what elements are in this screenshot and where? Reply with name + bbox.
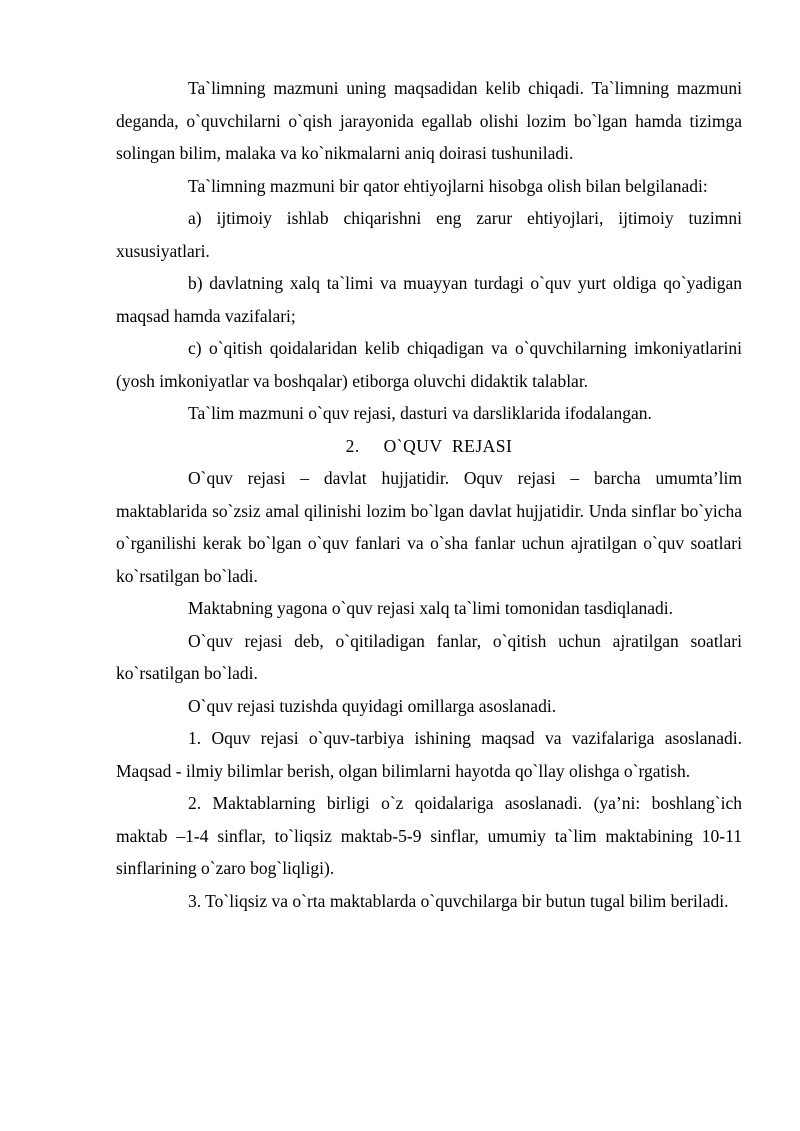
paragraph-curriculum-definition: O`quv rejasi – davlat hujjatidir. Oquv rejasi – barcha umumta’lim maktablarida so`zsiz amal qilinishi lozim bo`lgan davlat hujjatidir. Unda sinflar bo`yicha o`rganilishi kerak bo`lgan o`quv fanlari va o`sha fanlar uchun ajratilgan o`quv soatlari ko`rsatilgan bo`ladi. [116, 468, 742, 586]
paragraph-content-definition: Ta`limning mazmuni uning maqsadidan kelib chiqadi. Ta`limning mazmuni deganda, o`quvchilarni o`qish jarayonida egallab olishi lozim bo`lgan hamda tizimga solingan bilim, malaka va ko`nikmalarni aniq doirasi tushuniladi. [116, 78, 742, 163]
list-item-b: b) davlatning xalq ta`limi va muayyan turdagi o`quv yurt oldiga qo`yadigan maqsad hamda vazifalari; [116, 273, 742, 326]
document-page [116, 72, 742, 917]
numbered-item-2: 2. Maktablarning birligi o`z qoidalariga asoslanadi. (ya’ni: boshlang`ich maktab –1-4 sinflar, to`liqsiz maktab-5-9 sinflar, umumiy ta`lim maktabining 10-11 sinflarining o`zaro bog`liqligi). [116, 793, 742, 878]
list-item-a: a) ijtimoiy ishlab chiqarishni eng zarur ehtiyojlari, ijtimoiy tuzimni xususiyatlari. [116, 208, 742, 261]
paragraph-curriculum-subjects: O`quv rejasi deb, o`qitiladigan fanlar, o`qitish uchun ajratilgan soatlari ko`rsatilgan bo`ladi. [116, 630, 742, 683]
paragraph-content-expressed: Ta`lim mazmuni o`quv rejasi, dasturi va darsliklarida ifodalangan. [188, 403, 652, 423]
numbered-item-1: 1. Oquv rejasi o`quv-tarbiya ishining maqsad va vazifalariga asoslanadi. Maqsad - ilmiy bilimlar berish, olgan bilimlarni hayotda qo`llay olishga o`rgatish. [116, 728, 742, 781]
paragraph-curriculum-approval: Maktabning yagona o`quv rejasi xalq ta`limi tomonidan tasdiqlanadi. [188, 598, 674, 618]
section-number: 2. [345, 435, 360, 456]
section-heading [116, 430, 742, 463]
section-title: O`QUV REJASI [383, 435, 513, 456]
numbered-item-3: 3. To`liqsiz va o`rta maktablarda o`quvchilarga bir butun tugal bilim beriladi. [188, 890, 729, 911]
list-item-c: c) o`qitish qoidalaridan kelib chiqadigan va o`quvchilarning imkoniyatlarini (yosh imkoniyatlar va boshqalar) etiborga oluvchi didaktik talablar. [116, 338, 742, 391]
paragraph-curriculum-factors: O`quv rejasi tuzishda quyidagi omillarga asoslanadi. [188, 695, 557, 716]
paragraph-content-needs: Ta`limning mazmuni bir qator ehtiyojlarni hisobga olish bilan belgilanadi: [188, 175, 708, 196]
